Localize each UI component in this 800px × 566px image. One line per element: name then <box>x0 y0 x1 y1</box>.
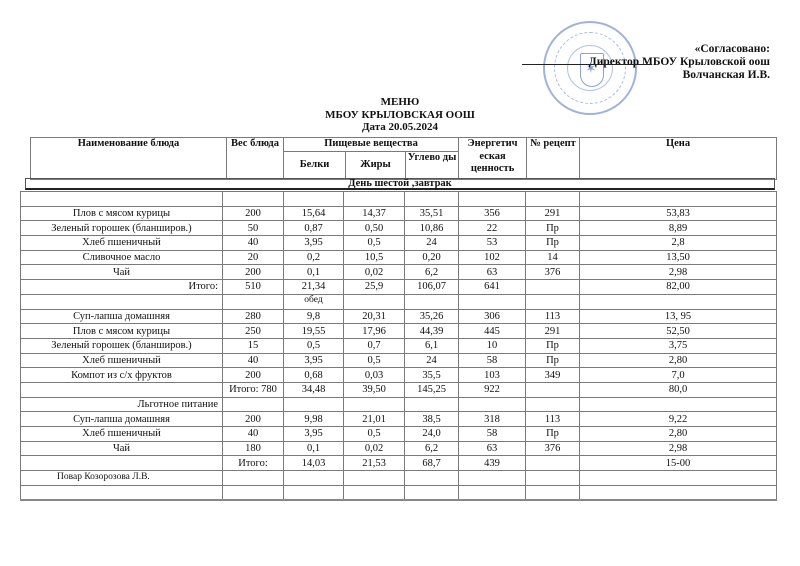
cell-name: Компот из с/х фруктов <box>21 368 223 383</box>
cell-weight <box>223 485 284 500</box>
cell-energy: 10 <box>459 338 526 353</box>
cell-carbs: 44,39 <box>405 324 459 339</box>
cell-recipe: 113 <box>526 309 580 324</box>
cell-price: 7,0 <box>580 368 777 383</box>
cell-price: 2,80 <box>580 353 777 368</box>
cell-weight <box>223 294 284 309</box>
cell-protein: 3,95 <box>284 236 344 251</box>
header-nutrients: Пищевые вещества <box>284 138 459 152</box>
cell-name: Плов с мясом курицы <box>21 206 223 221</box>
cell-name: Зеленый горошек (бланширов.) <box>21 221 223 236</box>
menu-header-table <box>30 137 777 180</box>
section-band-breakfast: День шестой ,завтрак <box>25 178 775 190</box>
cell-recipe: Пр <box>526 338 580 353</box>
cell-weight: 200 <box>223 265 284 280</box>
cell-fat: 10,5 <box>344 250 405 265</box>
cell-weight: 15 <box>223 338 284 353</box>
table-row <box>21 456 777 471</box>
cell-recipe <box>526 471 580 486</box>
cell-fat: 20,31 <box>344 309 405 324</box>
table-row <box>21 353 777 368</box>
cell-name <box>21 294 223 309</box>
cell-energy: 102 <box>459 250 526 265</box>
cell-carbs: 0,20 <box>405 250 459 265</box>
table-row <box>21 250 777 265</box>
cell-price: 2,80 <box>580 427 777 442</box>
table-row <box>21 427 777 442</box>
cell-price: 13,50 <box>580 250 777 265</box>
cell-name <box>21 382 223 397</box>
cell-price: 2,98 <box>580 265 777 280</box>
table-row <box>21 309 777 324</box>
cell-protein: 0,68 <box>284 368 344 383</box>
cell-fat <box>344 485 405 500</box>
cell-recipe: Пр <box>526 427 580 442</box>
cell-recipe <box>526 280 580 295</box>
cell-recipe: Пр <box>526 236 580 251</box>
cell-weight: 40 <box>223 353 284 368</box>
cell-protein: 0,87 <box>284 221 344 236</box>
cell-weight: 40 <box>223 236 284 251</box>
title-menu: МЕНЮ <box>380 96 420 108</box>
cell-price <box>580 294 777 309</box>
cell-price <box>580 192 777 207</box>
cell-carbs: 24 <box>405 353 459 368</box>
cell-name: Хлеб пшеничный <box>21 236 223 251</box>
cell-carbs: 24 <box>405 236 459 251</box>
approval-line-2: Директор МБОУ Крыловской оош <box>588 56 770 68</box>
cell-energy: 63 <box>459 441 526 456</box>
cell-carbs <box>405 192 459 207</box>
cell-recipe: Пр <box>526 353 580 368</box>
cell-weight: 40 <box>223 427 284 442</box>
cell-energy: 922 <box>459 382 526 397</box>
cell-fat: 17,96 <box>344 324 405 339</box>
cell-fat: 0,50 <box>344 221 405 236</box>
cell-energy <box>459 397 526 412</box>
cell-weight: Итого: <box>223 456 284 471</box>
cell-energy: 58 <box>459 427 526 442</box>
cell-energy <box>459 294 526 309</box>
cell-weight <box>223 471 284 486</box>
header-name: Наименование блюда <box>31 138 227 180</box>
cell-energy <box>459 192 526 207</box>
cell-weight: 200 <box>223 412 284 427</box>
table-row <box>21 192 777 207</box>
cell-carbs: 6,2 <box>405 441 459 456</box>
cell-fat <box>344 471 405 486</box>
cell-price <box>580 471 777 486</box>
cell-weight: 50 <box>223 221 284 236</box>
title-school: МБОУ КРЫЛОВСКАЯ ООШ <box>325 108 475 121</box>
cell-recipe <box>526 294 580 309</box>
table-row <box>21 397 777 412</box>
table-row <box>21 324 777 339</box>
table-row <box>21 382 777 397</box>
cell-protein: 3,95 <box>284 353 344 368</box>
cell-fat <box>344 192 405 207</box>
cell-energy: 63 <box>459 265 526 280</box>
cell-protein: 9,8 <box>284 309 344 324</box>
cell-protein: 3,95 <box>284 427 344 442</box>
cell-price: 82,00 <box>580 280 777 295</box>
cell-recipe: 291 <box>526 324 580 339</box>
cell-protein <box>284 397 344 412</box>
header-recipe: № рецепт <box>527 138 580 180</box>
cell-protein <box>284 192 344 207</box>
cell-protein <box>284 485 344 500</box>
cell-recipe: 14 <box>526 250 580 265</box>
cell-weight: 280 <box>223 309 284 324</box>
cell-price: 8,89 <box>580 221 777 236</box>
cell-weight: 180 <box>223 441 284 456</box>
cell-price: 9,22 <box>580 412 777 427</box>
cell-fat: 0,02 <box>344 441 405 456</box>
cell-protein: 0,1 <box>284 265 344 280</box>
header-fat: Жиры <box>346 151 406 179</box>
cell-name: Зеленый горошек (бланширов.) <box>21 338 223 353</box>
cell-energy: 22 <box>459 221 526 236</box>
cell-carbs: 10,86 <box>405 221 459 236</box>
cell-carbs <box>405 471 459 486</box>
cell-name: Чай <box>21 441 223 456</box>
signature-line <box>522 64 652 65</box>
cell-recipe <box>526 397 580 412</box>
table-row <box>21 265 777 280</box>
cell-protein: обед <box>284 294 344 309</box>
cell-name: Сливочное масло <box>21 250 223 265</box>
cell-fat: 21,53 <box>344 456 405 471</box>
cell-protein: 14,03 <box>284 456 344 471</box>
cell-weight: Итого: 780 <box>223 382 284 397</box>
cell-carbs: 35,5 <box>405 368 459 383</box>
cell-recipe: Пр <box>526 221 580 236</box>
cell-energy: 306 <box>459 309 526 324</box>
cell-carbs <box>405 397 459 412</box>
cell-price: 2,8 <box>580 236 777 251</box>
cell-protein <box>284 471 344 486</box>
cell-price: 52,50 <box>580 324 777 339</box>
cell-carbs: 6,2 <box>405 265 459 280</box>
table-row <box>21 280 777 295</box>
cell-weight: 510 <box>223 280 284 295</box>
cell-price: 53,83 <box>580 206 777 221</box>
cell-fat: 25,9 <box>344 280 405 295</box>
cell-protein: 0,5 <box>284 338 344 353</box>
approval-line-3: Волчанская И.В. <box>682 69 770 81</box>
cell-energy: 356 <box>459 206 526 221</box>
table-row <box>21 206 777 221</box>
cell-recipe <box>526 192 580 207</box>
cell-protein: 34,48 <box>284 382 344 397</box>
table-row <box>21 294 777 309</box>
cell-fat: 0,03 <box>344 368 405 383</box>
header-carbs: Углево ды <box>406 151 459 179</box>
cell-name <box>21 485 223 500</box>
cell-recipe <box>526 456 580 471</box>
cell-protein: 19,55 <box>284 324 344 339</box>
cell-fat: 21,01 <box>344 412 405 427</box>
table-row <box>21 221 777 236</box>
cell-carbs <box>405 294 459 309</box>
cell-protein: 15,64 <box>284 206 344 221</box>
header-weight: Вес блюда <box>227 138 284 180</box>
table-row <box>21 368 777 383</box>
cell-protein: 0,2 <box>284 250 344 265</box>
cell-carbs: 68,7 <box>405 456 459 471</box>
cell-fat <box>344 397 405 412</box>
cell-recipe <box>526 382 580 397</box>
cell-name: Чай <box>21 265 223 280</box>
cell-name: Хлеб пшеничный <box>21 427 223 442</box>
header-energy: Энергетич еская ценность <box>459 138 527 180</box>
cell-fat: 39,50 <box>344 382 405 397</box>
cell-protein: 9,98 <box>284 412 344 427</box>
table-row <box>21 441 777 456</box>
cell-recipe: 113 <box>526 412 580 427</box>
approval-line-1: «Согласовано: <box>694 43 770 55</box>
cell-weight <box>223 397 284 412</box>
cell-name: Суп-лапша домашняя <box>21 412 223 427</box>
cell-recipe <box>526 485 580 500</box>
cell-fat: 0,7 <box>344 338 405 353</box>
table-row <box>21 485 777 500</box>
cell-fat: 0,5 <box>344 353 405 368</box>
cell-name: Итого: <box>21 280 223 295</box>
cell-name: Льготное питание <box>21 397 223 412</box>
cell-price: 2,98 <box>580 441 777 456</box>
approval-block <box>589 43 770 82</box>
cell-energy: 58 <box>459 353 526 368</box>
cell-price <box>580 397 777 412</box>
cell-name: Плов с мясом курицы <box>21 324 223 339</box>
cell-weight: 20 <box>223 250 284 265</box>
table-row <box>21 412 777 427</box>
cell-weight: 200 <box>223 368 284 383</box>
cell-name <box>21 456 223 471</box>
cell-weight: 200 <box>223 206 284 221</box>
cell-carbs: 24,0 <box>405 427 459 442</box>
cell-weight: 250 <box>223 324 284 339</box>
cell-fat: 0,5 <box>344 427 405 442</box>
cell-fat: 14,37 <box>344 206 405 221</box>
cell-energy: 445 <box>459 324 526 339</box>
cell-carbs: 35,26 <box>405 309 459 324</box>
cell-carbs: 6,1 <box>405 338 459 353</box>
cell-energy <box>459 471 526 486</box>
cell-price: 80,0 <box>580 382 777 397</box>
cell-name: Хлеб пшеничный <box>21 353 223 368</box>
cell-name: Суп-лапша домашняя <box>21 309 223 324</box>
menu-body-table <box>20 191 777 501</box>
table-row <box>21 236 777 251</box>
cell-recipe: 376 <box>526 265 580 280</box>
cell-recipe: 349 <box>526 368 580 383</box>
cell-fat: 0,5 <box>344 236 405 251</box>
header-protein: Белки <box>284 151 346 179</box>
cell-energy <box>459 485 526 500</box>
cell-energy: 439 <box>459 456 526 471</box>
cell-price: 13, 95 <box>580 309 777 324</box>
cell-carbs: 38,5 <box>405 412 459 427</box>
cell-carbs <box>405 485 459 500</box>
cell-price: 15-00 <box>580 456 777 471</box>
table-row <box>21 338 777 353</box>
cell-energy: 641 <box>459 280 526 295</box>
cell-name <box>21 192 223 207</box>
cell-protein: 21,34 <box>284 280 344 295</box>
cell-fat <box>344 294 405 309</box>
header-price: Цена <box>580 138 777 180</box>
cell-weight <box>223 192 284 207</box>
document-title <box>280 96 520 134</box>
table-row <box>21 471 777 486</box>
cell-carbs: 145,25 <box>405 382 459 397</box>
cell-name: Повар Козорозова Л.В. <box>21 471 223 486</box>
cell-price: 3,75 <box>580 338 777 353</box>
title-date: Дата 20.05.2024 <box>361 121 439 133</box>
cell-carbs: 106,07 <box>405 280 459 295</box>
cell-fat: 0,02 <box>344 265 405 280</box>
cell-price <box>580 485 777 500</box>
cell-recipe: 376 <box>526 441 580 456</box>
cell-energy: 53 <box>459 236 526 251</box>
cell-energy: 318 <box>459 412 526 427</box>
cell-carbs: 35,51 <box>405 206 459 221</box>
cell-energy: 103 <box>459 368 526 383</box>
cell-protein: 0,1 <box>284 441 344 456</box>
cell-recipe: 291 <box>526 206 580 221</box>
